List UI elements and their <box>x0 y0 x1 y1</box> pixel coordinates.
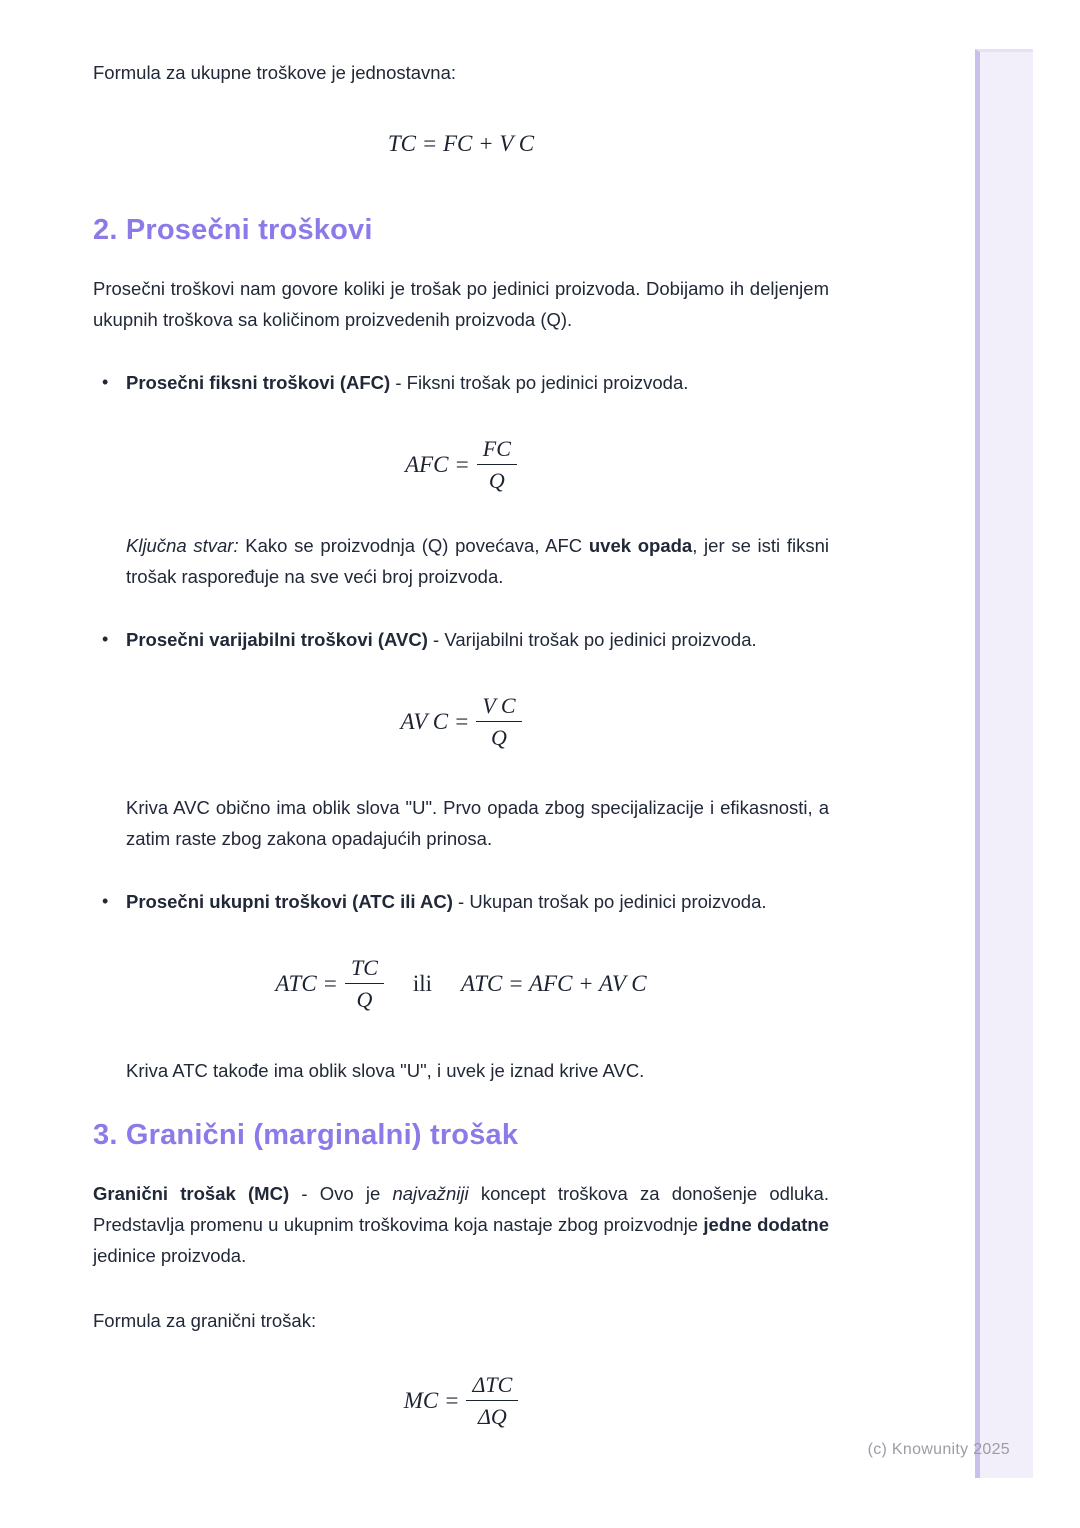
formula-mc-lhs: MC = <box>403 1388 460 1414</box>
formula-afc-numerator: FC <box>477 436 517 465</box>
formula-atc-lhs: ATC = <box>275 971 338 997</box>
note-avc: Kriva AVC obično ima oblik slova "U". Prvo opada zbog specijalizacije i efikasnosti, a zatim raste zbog zakona opadajućih prinosa. <box>126 797 829 850</box>
formula-atc-connector: ili <box>412 971 433 997</box>
bullet-atc <box>93 886 829 917</box>
formula-avc-lhs: AV C = <box>400 708 470 734</box>
formula-avc-denominator: Q <box>491 724 507 750</box>
formula-afc <box>93 436 829 494</box>
formula-avc <box>93 693 829 751</box>
bullet-afc-text: Prosečni fiksni troškovi (AFC) - Fiksni trošak po jedinici proizvoda. <box>126 372 689 393</box>
formula-mc-denominator: ΔQ <box>477 1404 507 1430</box>
document-content <box>93 0 829 1429</box>
bullet-avc <box>93 624 829 655</box>
watermark-text: (c) Knowunity 2025 <box>867 1441 1010 1458</box>
bullet-marker: • <box>102 891 109 912</box>
marginal-cost-paragraph: Granični trošak (MC) - Ovo je najvažniji koncept troškova za donošenje odluka. Predstavlja promenu u ukupnim troškovima koja nastaje zbog proizvodnje jedne dodatne jedinice proizvoda. <box>93 1182 830 1266</box>
note-afc: Ključna stvar: Kako se proizvodnja (Q) povećava, AFC uvek opada, jer se isti fiksni trošak raspoređuje na sve veći broj proizvoda. <box>126 534 830 587</box>
bullet-avc-text: Prosečni varijabilni troškovi (AVC) - Varijabilni trošak po jedinici proizvoda. <box>126 628 757 650</box>
formula-atc-rhs: ATC = AFC + AV C <box>461 971 647 997</box>
formula-atc <box>93 955 829 1013</box>
formula-avc-fraction <box>476 693 521 751</box>
marginal-cost-formula-label: Formula za granični trošak: <box>93 1309 317 1331</box>
formula-atc-fraction <box>345 955 384 1013</box>
section-2-heading: 2. Prosečni troškovi <box>93 214 373 246</box>
decorative-side-strip <box>975 49 1033 1478</box>
formula-afc-denominator: Q <box>488 468 505 494</box>
formula-atc-numerator: TC <box>345 955 384 984</box>
bullet-atc-text: Prosečni ukupni troškovi (ATC ili AC) - Ukupan trošak po jedinici proizvoda. <box>126 891 767 913</box>
formula-mc <box>93 1372 829 1430</box>
formula-afc-fraction <box>477 436 517 494</box>
formula-afc-lhs: AFC = <box>405 452 470 478</box>
section-2-intro: Prosečni troškovi nam govore koliki je trošak po jedinici proizvoda. Dobijamo ih deljenjem ukupnih troškova sa količinom proizvedenih proizvoda (Q). <box>93 278 829 330</box>
bullet-afc <box>93 367 829 398</box>
intro-line: Formula za ukupne troškove je jednostavna: <box>93 62 457 83</box>
note-atc: Kriva ATC takođe ima oblik slova "U", i uvek je iznad krive AVC. <box>126 1059 645 1081</box>
formula-avc-numerator: V C <box>476 693 521 722</box>
bullet-marker: • <box>102 372 109 392</box>
section-3-heading: 3. Granični (marginalni) trošak <box>93 1118 519 1151</box>
bullet-marker: • <box>102 628 109 649</box>
formula-mc-numerator: ΔTC <box>466 1372 518 1401</box>
formula-total-cost: TC = FC + V C <box>387 131 535 156</box>
formula-mc-fraction <box>466 1372 518 1430</box>
formula-atc-denominator: Q <box>356 987 373 1013</box>
